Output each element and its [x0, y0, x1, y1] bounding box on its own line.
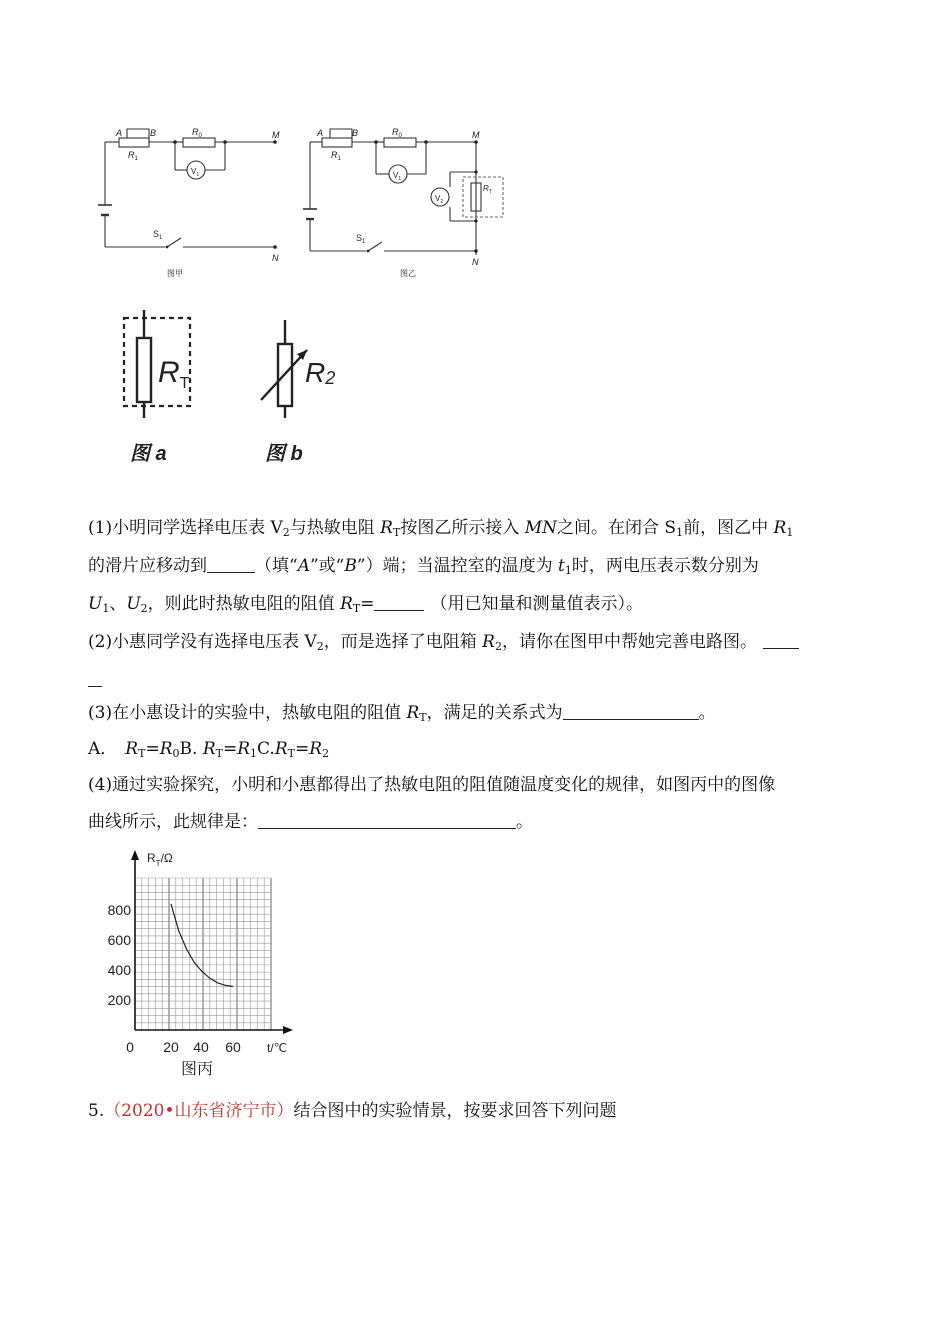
resistance-temperature-graph — [95, 848, 315, 1083]
option-a[interactable]: A． $R_T=R_0$ — [88, 739, 180, 760]
question-1-line-1: (1)小明同学选择电压表 $V_2$与热敏电阻 $R_T$按图乙所示接入 MN之间。在闭合 $S_1$前，图乙中 $R_1$ — [88, 518, 794, 539]
y-tick-label: 600 — [107, 932, 131, 948]
figure-caption-jia: 图甲 — [167, 269, 183, 278]
rheostat-symbol-figure-b — [255, 310, 355, 470]
graph-grid — [135, 878, 271, 1030]
label-b: B — [150, 128, 157, 138]
label-r0: $R_0$ — [392, 127, 402, 139]
label-b: B — [352, 128, 359, 138]
y-tick-label: 400 — [107, 962, 131, 978]
answer-blank-4[interactable] — [563, 704, 699, 720]
label-v1: $V_1$ — [393, 171, 402, 182]
question-5-line: 5.（2020•山东省济宁市）结合图中的实验情景，按要求回答下列问题 — [88, 1101, 617, 1121]
question-1-line-3: $U_1$、$U_2$，则此时热敏电阻的阻值 $R_T=$ （用已知量和测量值表示）。 — [88, 594, 643, 615]
x-tick-label: 40 — [193, 1039, 209, 1055]
label-a: A — [116, 128, 123, 138]
label-m: M — [272, 130, 280, 140]
option-c[interactable]: $C.R_T=R_2$ — [257, 739, 330, 760]
answer-blank-3-continued[interactable] — [88, 686, 102, 687]
label-r1: $R_1$ — [331, 150, 341, 162]
figure-caption-bing: 图丙 — [181, 1061, 214, 1078]
x-tick-label: 0 — [126, 1039, 134, 1055]
answer-blank-1[interactable] — [207, 557, 255, 573]
answer-blank-5[interactable] — [258, 813, 516, 829]
circuit-figure-jia — [95, 125, 295, 280]
x-axis-label: t/℃ — [267, 1041, 288, 1055]
label-a: A — [317, 128, 324, 138]
x-tick-label: 20 — [163, 1039, 179, 1055]
symbol-label-rt: $R_T$ — [158, 356, 190, 392]
question-3-line: (3)在小惠设计的实验中，热敏电阻的阻值 $R_T$，满足的关系式为 。 — [88, 703, 716, 724]
question-1-line-2: 的滑片应移动到 （填“A”或“B”）端；当温控室的温度为 $t_1$时，两电压表示数分别为 — [88, 556, 759, 577]
label-s1: $S_1$ — [153, 229, 163, 241]
question-source: （2020•山东省济宁市） — [104, 1101, 294, 1121]
y-axis-label: $R_T/\Omega$ — [147, 851, 173, 868]
thermistor-symbol-figure-a — [110, 310, 220, 470]
answer-blank-3[interactable] — [763, 633, 799, 649]
label-m: M — [472, 130, 480, 140]
answer-blank-2[interactable] — [374, 595, 424, 611]
label-r1: $R_1$ — [128, 150, 138, 162]
question-2-line: (2)小惠同学没有选择电压表 $V_2$，而是选择了电阻箱 $R_2$，请你在图甲中帮她完善电路图。 — [88, 632, 799, 652]
label-rt: $R_T$ — [483, 184, 492, 195]
question-4-line-2: 曲线所示，此规律是： 。 — [88, 812, 533, 832]
label-v2: $V_2$ — [435, 194, 444, 205]
label-v1: $V_1$ — [191, 167, 200, 178]
figure-caption-yi: 图乙 — [400, 269, 416, 278]
question-4-line-1: (4)通过实验探究，小明和小惠都得出了热敏电阻的阻值随温度变化的规律，如图丙中的图像 — [88, 775, 776, 795]
label-s1: $S_1$ — [356, 233, 366, 245]
label-r0: $R_0$ — [192, 127, 202, 139]
label-n: N — [472, 257, 479, 267]
y-tick-label: 800 — [107, 902, 131, 918]
label-n: N — [272, 253, 279, 263]
question-3-options — [88, 739, 329, 759]
option-b[interactable]: B. $R_T=R_1$ — [179, 739, 258, 760]
y-axis-arrow — [131, 850, 139, 860]
circuit-figure-yi — [300, 125, 520, 280]
x-tick-label: 60 — [225, 1039, 241, 1055]
x-axis-arrow — [283, 1026, 293, 1034]
figure-caption-b: 图 b — [265, 443, 303, 465]
y-tick-label: 200 — [107, 992, 131, 1008]
symbol-label-r2: R2 — [305, 357, 336, 388]
figure-caption-a: 图 a — [130, 443, 167, 465]
